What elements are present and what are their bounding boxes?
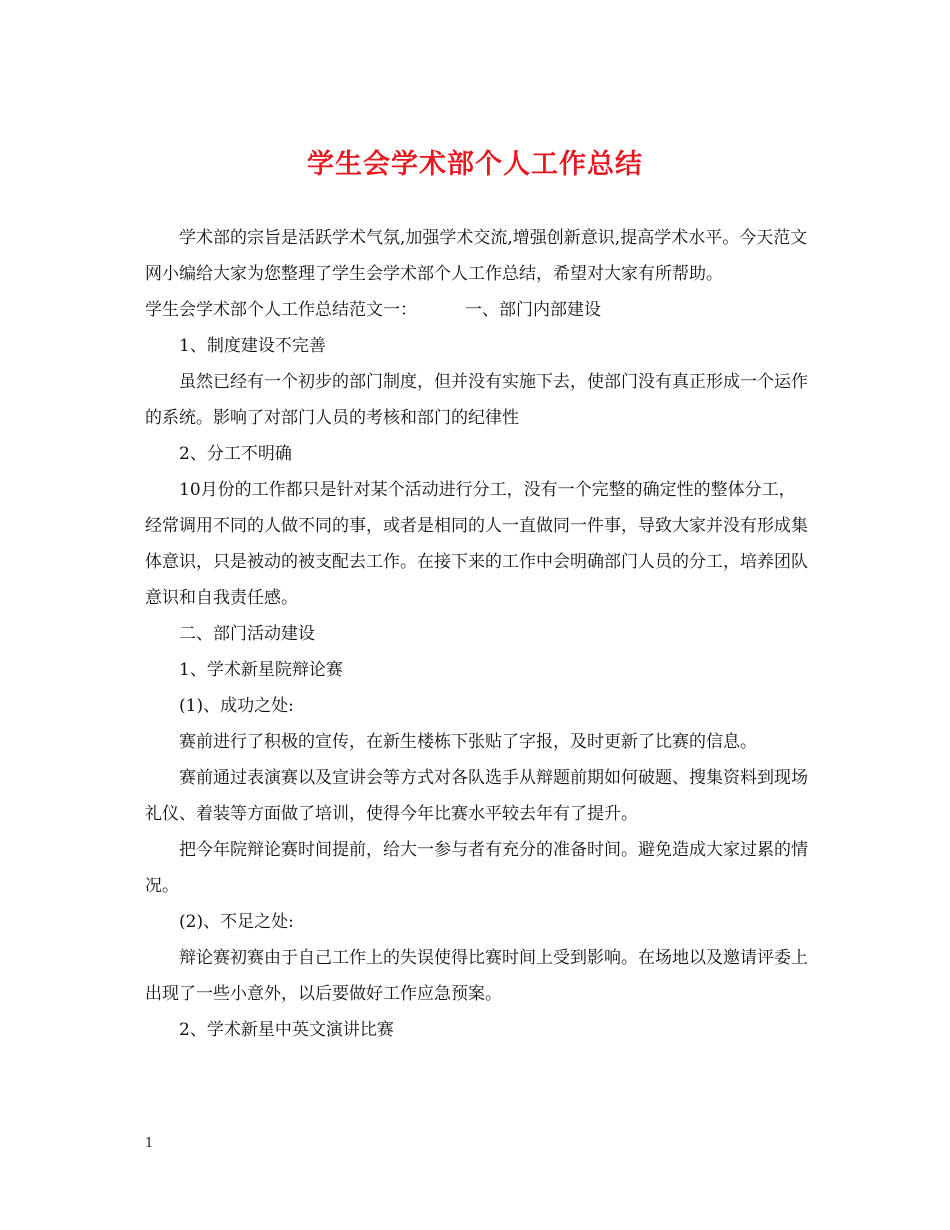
subsection-heading-1: 1、制度建设不完善 [179, 336, 326, 356]
intro-paragraph: 学术部的宗旨是活跃学术气氛,加强学术交流,增强创新意识,提高学术水平。今天范文网小编给大家为您整理了学生会学术部个人工作总结，希望对大家有所帮助。 [145, 228, 808, 284]
sample-heading-line [145, 292, 810, 328]
page-number: 1 [145, 1136, 154, 1151]
section-heading-2: 二、部门活动建设 [179, 624, 315, 644]
section-heading-1: 一、部门内部建设 [465, 300, 601, 320]
sample-heading: 学生会学术部个人工作总结范文一： [145, 300, 417, 320]
activity-heading-1: 1、学术新星院辩论赛 [179, 660, 343, 680]
activity-paragraph-2: 赛前通过表演赛以及宣讲会等方式对各队选手从辩题前期如何破题、搜集资料到现场礼仪、着装等方面做了培训，使得今年比赛水平较去年有了提升。 [145, 768, 808, 824]
activity-heading-2: 2、学术新星中英文演讲比赛 [179, 1020, 394, 1040]
activity-paragraph-4: 辩论赛初赛由于自己工作上的失误使得比赛时间上受到影响。在场地以及邀请评委上出现了一些小意外，以后要做好工作应急预案。 [145, 948, 808, 1004]
activity-sub-heading-success: (1)、成功之处: [179, 696, 294, 716]
document-body [145, 220, 810, 1048]
activity-sub-heading-shortcoming: (2)、不足之处: [179, 912, 294, 932]
activity-paragraph-1: 赛前进行了积极的宣传，在新生楼栋下张贴了字报，及时更新了比赛的信息。 [179, 732, 757, 752]
subsection-heading-2: 2、分工不明确 [179, 444, 292, 464]
activity-paragraph-3: 把今年院辩论赛时间提前，给大一参与者有充分的准备时间。避免造成大家过累的情况。 [145, 840, 808, 896]
subsection-text-1: 虽然已经有一个初步的部门制度，但并没有实施下去，使部门没有真正形成一个运作的系统。影响了对部门人员的考核和部门的纪律性 [145, 372, 808, 428]
document-title: 学生会学术部个人工作总结 [307, 149, 643, 180]
subsection-text-2: 10月份的工作都只是针对某个活动进行分工，没有一个完整的确定性的整体分工，经常调用不同的人做不同的事，或者是相同的人一直做同一件事，导致大家并没有形成集体意识，只是被动的被支配去工作。在接下来的工作中会明确部门人员的分工，培养团队意识和自我责任感。 [145, 480, 808, 608]
